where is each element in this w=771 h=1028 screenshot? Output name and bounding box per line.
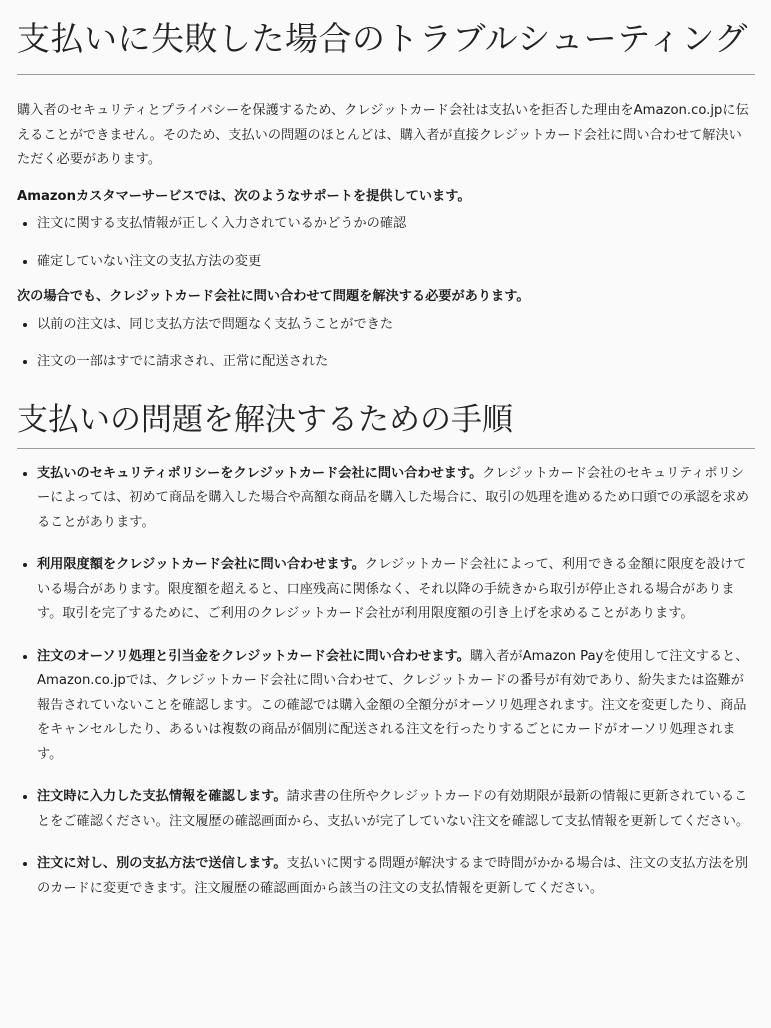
step-lead: 支払いのセキュリティポリシーをクレジットカード会社に問い合わせます。: [37, 465, 483, 481]
list-item: • 注文の一部はすでに請求され、正常に配送された: [37, 350, 755, 375]
step-lead: 注文時に入力した支払情報を確認します。: [37, 789, 287, 804]
step-lead: 注文のオーソリ処理と引当金をクレジットカード会社に問い合わせます。: [37, 648, 470, 664]
step-text: クレジットカード会社のセキュリティポリシーによっては、初めて商品を購入した場合や高額な商品を購入した場合に、取引の処理を進めるため口頭での承認を求めることがあります。: [37, 465, 750, 530]
page-title: 支払いに失敗した場合のトラブルシューティング: [17, 0, 755, 75]
step-lead: 利用限度額をクレジットカード会社に問い合わせます。: [37, 557, 365, 572]
step-lead: 注文に対し、別の支払方法で送信します。: [37, 856, 287, 871]
step-item: [37, 645, 755, 768]
step-text: 購入者がAmazon Payを使用して注文すると、Amazon.co.jpでは、クレジットカード会社に問い合わせて、クレジットカードの番号が有効であり、紛失または盗難が報告されていないことを確認します。この確認では購入金額の全額分がオーソリ処理されます。注文を変更したり、商品をキャンセルしたり、あるいは複数の商品が個別に配送される注文を行ったりするごとにカードがオーソリ処理されます。: [37, 648, 749, 762]
list-item: • 確定していない注文の支払方法の変更: [37, 250, 755, 275]
support-heading: Amazonカスタマーサービスでは、次のようなサポートを提供しています。: [17, 188, 471, 204]
steps-list: [17, 462, 755, 902]
contact-heading: 次の場合でも、クレジットカード会社に問い合わせて問題を解決する必要があります。: [17, 289, 530, 304]
list-item: • 注文に関する支払情報が正しく入力されているかどうかの確認: [37, 212, 755, 237]
step-item: [37, 553, 755, 627]
section-title: 支払いの問題を解決するための手順: [17, 388, 755, 449]
support-list: [17, 212, 755, 274]
step-text: クレジットカード会社によって、利用できる金額に限度を設けている場合があります。限度額を超えると、口座残高に関係なく、それ以降の手続きから取引が停止される場合があります。取引を完了するために、ご利用のクレジットカード会社が利用限度額の引き上げを求めることがあります。: [37, 557, 747, 621]
step-item: [37, 462, 755, 536]
step-item: [37, 785, 755, 834]
intro-paragraph: 購入者のセキュリティとプライバシーを保護するため、クレジットカード会社は支払いを拒否した理由をAmazon.co.jpに伝えることができません。そのため、支払いの問題のほとんどは、購入者が直接クレジットカード会社に問い合わせて解決いただく必要があります。: [17, 103, 749, 167]
step-item: [37, 852, 755, 901]
contact-list: [17, 313, 755, 375]
step-text: 支払いに関する問題が解決するまで時間がかかる場合は、注文の支払方法を別のカードに変更できます。注文履歴の確認画面から該当の注文の支払情報を更新してください。: [37, 856, 749, 896]
step-text: 請求書の住所やクレジットカードの有効期限が最新の情報に更新されていることをご確認ください。注文履歴の確認画面から、支払いが完了していない注文を確認して支払情報を更新してください。: [37, 789, 750, 829]
list-item: • 以前の注文は、同じ支払方法で問題なく支払うことができた: [37, 313, 755, 338]
